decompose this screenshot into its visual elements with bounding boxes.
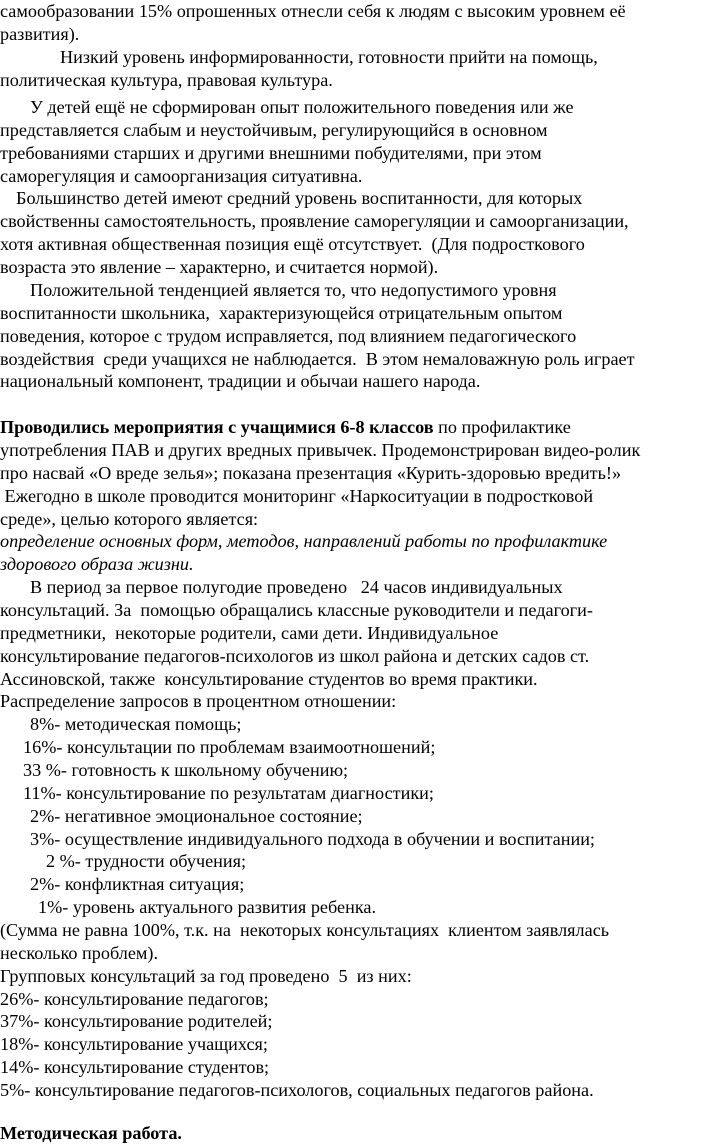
list-item: 33 %- готовность к школьному обучению; [23, 760, 349, 780]
methodical-heading: Методическая работа. [0, 1123, 182, 1143]
events-italic-line-2: здорового образа жизни. [0, 554, 194, 574]
list-item: 14%- консультирование студентов; [0, 1057, 270, 1077]
majority-line-2: свойственны самостоятельность, проявление саморегуляции и самоорганизации, [0, 211, 629, 231]
consult-line-3: предметники, некоторые родители, сами дети. Индивидуальное [0, 623, 499, 643]
intro-line-2: развития). [0, 24, 80, 44]
positive-line-4: воздействия среди учащихся не наблюдается. В этом немаловажную роль играет [0, 349, 635, 369]
events-line-4: Ежегодно в школе проводится мониторинг «Наркоситуации в подростковой [0, 486, 594, 506]
events-line-1 [0, 416, 571, 440]
list-item: 37%- консультирование родителей; [0, 1011, 273, 1031]
consult-line-5: Ассиновской, также консультирование студентов во время практики. [0, 669, 538, 689]
majority-line-3: хотя активная общественная позиция ещё отсутствует. (Для подросткового [0, 234, 585, 254]
intro-line-1: самообразовании 15% опрошенных отнесли себя к людям с высоким уровнем её [0, 1, 626, 21]
events-line-5: среде», целью которого является: [0, 509, 259, 529]
majority-line-4: возраста это явление – характерно, и считается нормой). [0, 257, 439, 277]
consult-line-2: консультаций. За помощью обращались классные руководители и педагоги- [0, 600, 593, 620]
majority-line-1: Большинство детей имеют средний уровень воспитанности, для которых [16, 188, 583, 208]
list-item: 1%- уровень актуального развития ребенка. [38, 897, 376, 917]
list-item: 5%- консультирование педагогов-психологов, социальных педагогов района. [0, 1080, 594, 1100]
positive-line-2: воспитанности школьника, характеризующейся отрицательным опытом [0, 303, 563, 323]
children-line-2: представляется слабым и неустойчивым, регулирующийся в основном [0, 120, 548, 140]
note-line-2: несколько проблем). [0, 943, 159, 963]
events-line-2: употребления ПАВ и других вредных привычек. Продемонстрирован видео-ролик [0, 440, 641, 460]
events-italic-line-1: определение основных форм, методов, направлений работы по профилактике [0, 531, 608, 551]
consult-line-1: В период за первое полугодие проведено 24 часов индивидуальных [30, 577, 563, 597]
list-item: 3%- осуществление индивидуального подхода в обучении и воспитании; [30, 829, 595, 849]
positive-line-1: Положительной тенденцией является то, что недопустимого уровня [30, 280, 557, 300]
note-line-1: (Сумма не равна 100%, т.к. на некоторых консультациях клиентом заявлялась [0, 920, 610, 940]
children-line-4: саморегуляция и самоорганизация ситуативна. [0, 166, 363, 186]
positive-line-5: национальный компонент, традиции и обычаи нашего народа. [0, 371, 481, 391]
list-item: 11%- консультирование по результатам диагностики; [23, 783, 434, 803]
children-line-3: требованиями старших и другими внешними побудителями, при этом [0, 143, 542, 163]
low-awareness-line-1: Низкий уровень информированности, готовности прийти на помощь, [60, 47, 598, 67]
list-item: 18%- консультирование учащихся; [0, 1034, 268, 1054]
list-item: 26%- консультирование педагогов; [0, 989, 269, 1009]
low-awareness-line-2: политическая культура, правовая культура. [0, 70, 333, 90]
positive-line-3: поведения, которое с трудом исправляется, под влиянием педагогического [0, 326, 577, 346]
distribution-title: Распределение запросов в процентном отношении: [0, 691, 397, 711]
events-heading: Проводились мероприятия с учащимися 6-8 классов [0, 417, 434, 437]
list-item: 2%- негативное эмоциональное состояние; [30, 806, 363, 826]
list-item: 8%- методическая помощь; [30, 714, 242, 734]
list-item: 2 %- трудности обучения; [46, 851, 247, 871]
consult-line-4: консультирование педагогов-психологов из школ района и детских садов ст. [0, 646, 590, 666]
group-title: Групповых консультаций за год проведено 5 из них: [0, 966, 412, 986]
events-line-1-rest: по профилактике [433, 417, 571, 437]
list-item: 2%- конфликтная ситуация; [30, 874, 245, 894]
events-line-3: про насвай «О вреде зелья»; показана презентация «Курить-здоровью вредить!» [0, 463, 622, 483]
list-item: 16%- консультации по проблемам взаимоотношений; [23, 737, 436, 757]
children-line-1: У детей ещё не сформирован опыт положительного поведения или же [30, 97, 574, 117]
